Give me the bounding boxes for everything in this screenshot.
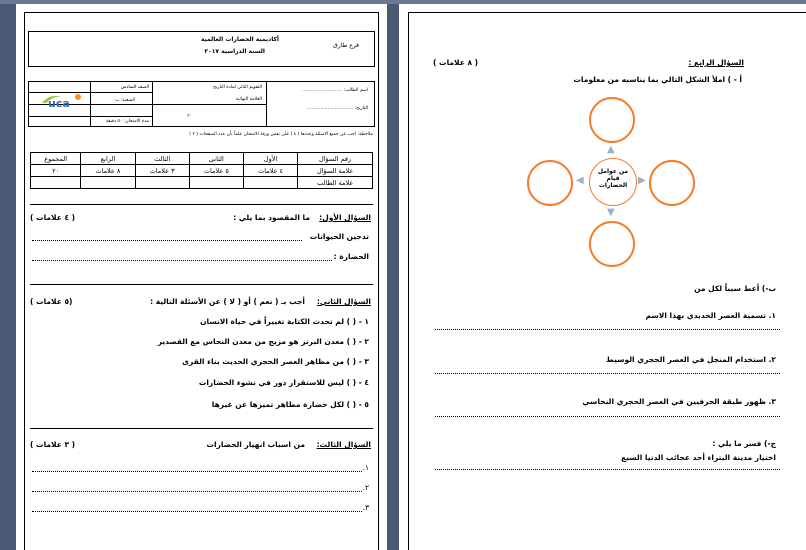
center-label: من عوامل قيام الحضارات	[597, 168, 629, 189]
table-cell: ٣ علامات	[135, 165, 189, 177]
final-mark-value: ٣٠	[187, 114, 192, 119]
table-cell: الرابع	[81, 153, 135, 165]
answer-line[interactable]	[32, 511, 362, 512]
reason-item: ٢. استخدام المنجل في العصر الحجري الوسيط	[606, 355, 776, 364]
branch-name: فرع طارق	[333, 42, 359, 49]
table-cell: رقم السؤال	[298, 153, 373, 165]
exam-title: التقويم الثاني لمادة التاريخ	[213, 85, 262, 90]
q2-item: ١ - ( ) لم تحدث الكتابة تغييراً في حياة الانسان	[200, 317, 369, 326]
q4-marks: ( ٨ علامات )	[433, 58, 479, 67]
q3-title: السؤال الثالث:	[316, 440, 371, 449]
logo-text: uca	[48, 97, 70, 110]
duration-label: مدة الامتحان: ٥٠ دقيقة	[105, 119, 149, 124]
table-cell: الأول	[243, 153, 297, 165]
table-cell: علامة السؤال	[298, 165, 373, 177]
table-row	[31, 165, 373, 177]
q3-item: ٣.	[362, 503, 369, 512]
document-page-2	[399, 4, 806, 550]
marks-table	[30, 152, 373, 189]
answer-line[interactable]	[32, 471, 362, 472]
instructions-note: ملاحظة: اجب عن جميع الاسئلة وعددها ( ٤ ) على نفس ورقة الامتحان علماً بأن عدد الصفحات ( ٢ )	[189, 132, 373, 137]
section-label: الشعبة: ب	[115, 98, 135, 103]
section-divider	[30, 428, 373, 429]
answer-circle-top[interactable]	[589, 97, 635, 143]
answer-circle-left[interactable]	[527, 160, 573, 206]
info-divider	[266, 81, 267, 127]
answer-line[interactable]	[32, 491, 362, 492]
student-mark-cell[interactable]	[81, 177, 135, 189]
table-cell: ٢٠	[31, 165, 81, 177]
table-cell: الثالث	[135, 153, 189, 165]
q2-text: أجب بـ ( نعم ) أو ( لا ) عن الأسئلة التالية :	[150, 297, 305, 306]
table-cell: الثاني	[189, 153, 243, 165]
table-row	[31, 153, 373, 165]
q2-item: ٤ - ( ) ليس للاستقرار دور في نشوء الحضارات	[198, 378, 369, 387]
q2-title: السؤال الثاني:	[316, 297, 371, 306]
center-circle	[589, 158, 637, 206]
q4-part-a: أ - ) املأ الشكل التالي بما يناسبه من معلومات	[573, 75, 742, 84]
q1-title: السؤال الأول:	[319, 213, 371, 222]
table-cell: ٤ علامات	[243, 165, 297, 177]
reason-item: ١. تسمية العصر الحديدي بهذا الاسم	[645, 311, 776, 320]
q1-item: الحضارة :	[333, 252, 369, 261]
q1-item: تدجين الحيوانات	[309, 232, 369, 241]
document-page-1	[16, 4, 387, 550]
answer-circle-right[interactable]	[649, 160, 695, 206]
table-cell: علامة الطالب	[298, 177, 373, 189]
q1-text: ما المقصود بما يلي :	[233, 213, 310, 222]
answer-line[interactable]	[435, 469, 780, 470]
q4-title: السؤال الرابع :	[688, 58, 744, 67]
q2-item: ٥ - ( ) لكل حضارة مظاهر تميزها عن غيرها	[211, 400, 369, 409]
arrow-down-icon: ▼	[607, 207, 615, 218]
school-logo	[40, 91, 84, 111]
school-name: أكاديمية الحضارات العالمية	[200, 36, 279, 43]
student-mark-cell[interactable]	[31, 177, 81, 189]
q3-item: ٢.	[362, 483, 369, 492]
answer-line[interactable]	[32, 260, 332, 261]
q2-item: ٣ - ( ) من مظاهر العصر الحجري الحديث بناء القرى	[182, 357, 369, 366]
answer-line[interactable]	[435, 373, 780, 374]
answer-line[interactable]	[435, 329, 780, 330]
student-mark-cell[interactable]	[243, 177, 297, 189]
student-mark-cell[interactable]	[135, 177, 189, 189]
arrow-left-icon: ◀	[576, 175, 584, 186]
section-divider	[30, 284, 373, 285]
answer-line[interactable]	[32, 240, 302, 241]
table-row	[31, 177, 373, 189]
q4-part-c: ج-) فسر ما يلي :	[712, 439, 776, 448]
school-year: السنة الدراسية ٢٠١٧	[204, 48, 265, 55]
answer-line[interactable]	[435, 416, 780, 417]
answer-circle-bottom[interactable]	[589, 221, 635, 267]
q1-marks: ( ٤ علامات )	[30, 213, 76, 222]
reason-item: ٣. ظهور طبقة الحرفيين في العصر الحجري النحاسي	[582, 397, 776, 406]
table-cell: ٨ علامات	[81, 165, 135, 177]
table-cell: المجموع	[31, 153, 81, 165]
section-divider	[30, 204, 373, 205]
q3-item: ١.	[362, 463, 369, 472]
grade-label: الصف السادس	[120, 85, 149, 90]
student-name-field: اسم الطالب: ............................	[302, 88, 368, 93]
final-mark-label: العلامة النهائية	[235, 97, 262, 102]
info-divider	[90, 81, 91, 127]
table-cell: ٥ علامات	[189, 165, 243, 177]
q3-marks: ( ٣ علامات )	[30, 440, 76, 449]
date-field: التاريخ: .................................	[306, 106, 368, 111]
q2-item: ٢ - ( ) معدن البرنز هو مزيج من معدن النحاس مع القصدير	[157, 337, 369, 346]
arrow-up-icon: ▲	[607, 144, 615, 155]
q2-marks: (٥ علامات )	[30, 297, 73, 306]
arrow-right-icon: ▶	[638, 175, 646, 186]
q3-text: من اسباب انهيار الحضارات	[206, 440, 305, 449]
info-line	[152, 104, 266, 105]
student-mark-cell[interactable]	[189, 177, 243, 189]
q4-part-c-text: اختيار مدينة البتراء أحد عجائب الدنيا السبع	[621, 453, 776, 462]
q4-part-b: ب-) أعط سبباً لكل من	[694, 284, 776, 293]
